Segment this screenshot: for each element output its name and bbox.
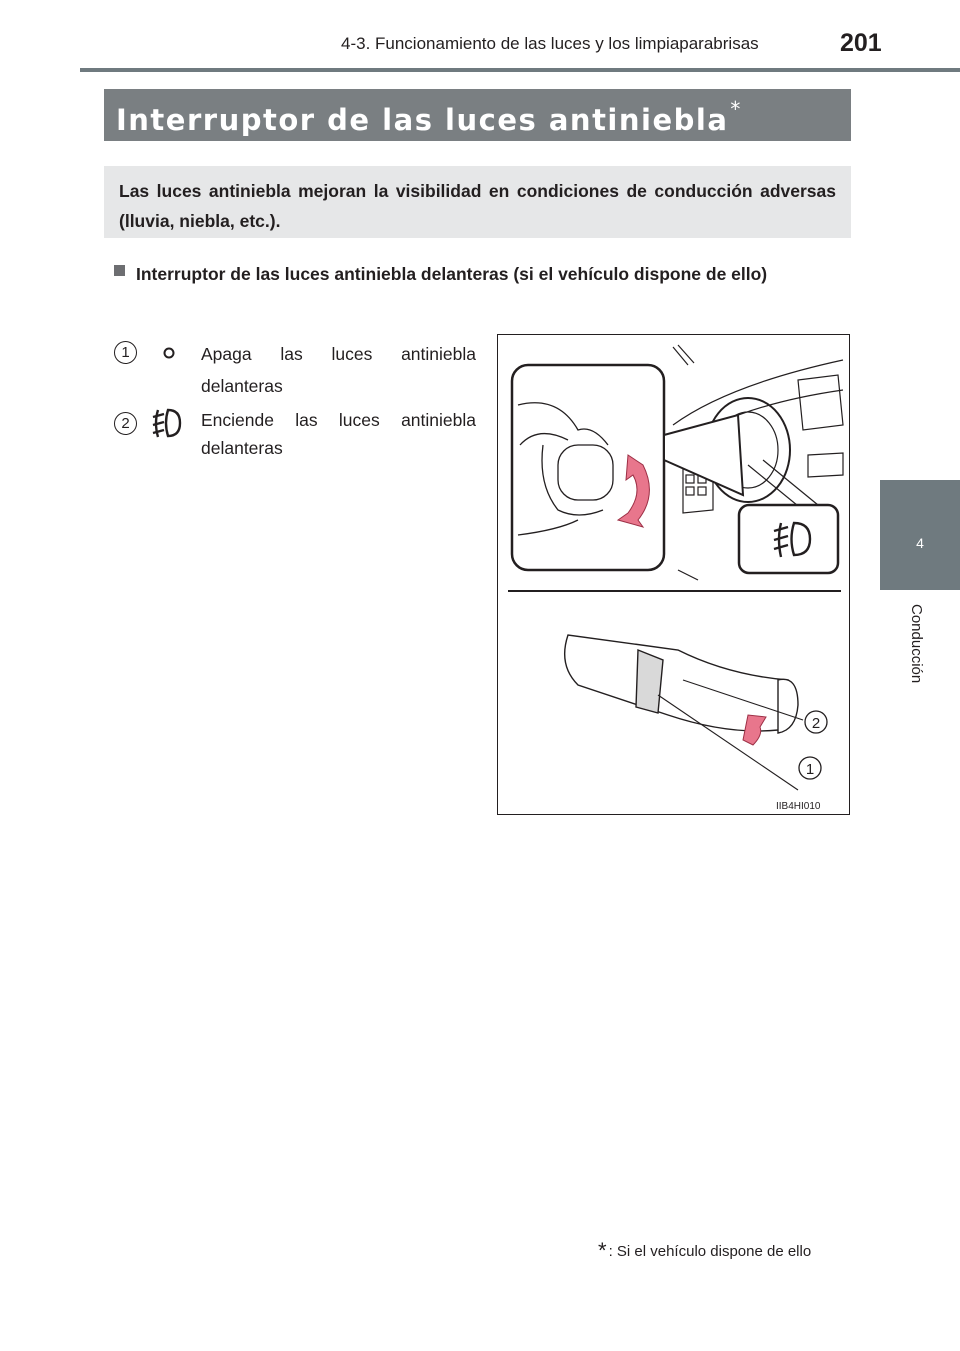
section-bullet-icon xyxy=(114,265,125,276)
item-text-2: Enciende las luces antiniebla delanteras xyxy=(201,410,476,458)
intro-text: Las luces antiniebla mejoran la visibilidad en condiciones de conducción adversas (lluvia, niebla, etc.). xyxy=(119,181,836,231)
callout-1: 1 xyxy=(805,761,815,778)
section-heading: Interruptor de las luces antiniebla delanteras (si el vehículo dispone de ello) xyxy=(136,264,768,284)
figure-code: IIB4HI010 xyxy=(776,801,821,812)
intro-box xyxy=(104,166,851,238)
footnote-text: : Si el vehículo dispone de ello xyxy=(608,1243,812,1260)
footnote-asterisk: * xyxy=(598,1238,607,1263)
item-number-2: 2 xyxy=(114,412,137,435)
chapter-label: Conducción xyxy=(908,604,925,684)
chapter-tab-number: 4 xyxy=(916,535,924,551)
front-fog-light-icon xyxy=(149,407,185,439)
page-title-text: Interruptor de las luces antiniebla xyxy=(116,103,729,137)
footnote xyxy=(598,1238,811,1264)
title-asterisk: * xyxy=(730,97,742,121)
callout-2: 2 xyxy=(811,715,821,732)
item-text-1: Apaga las luces antiniebla delanteras xyxy=(201,344,476,396)
item-number-1: 1 xyxy=(114,341,137,364)
page-title xyxy=(116,97,742,137)
illustration-fog-switch xyxy=(497,334,850,815)
header-section-title: 4-3. Funcionamiento de las luces y los limpiaparabrisas xyxy=(341,34,759,53)
title-bar xyxy=(104,89,851,141)
off-position-icon xyxy=(162,346,176,360)
header-rule xyxy=(80,68,960,72)
fog-switch-illustration xyxy=(498,335,851,816)
page-number: 201 xyxy=(840,29,882,57)
